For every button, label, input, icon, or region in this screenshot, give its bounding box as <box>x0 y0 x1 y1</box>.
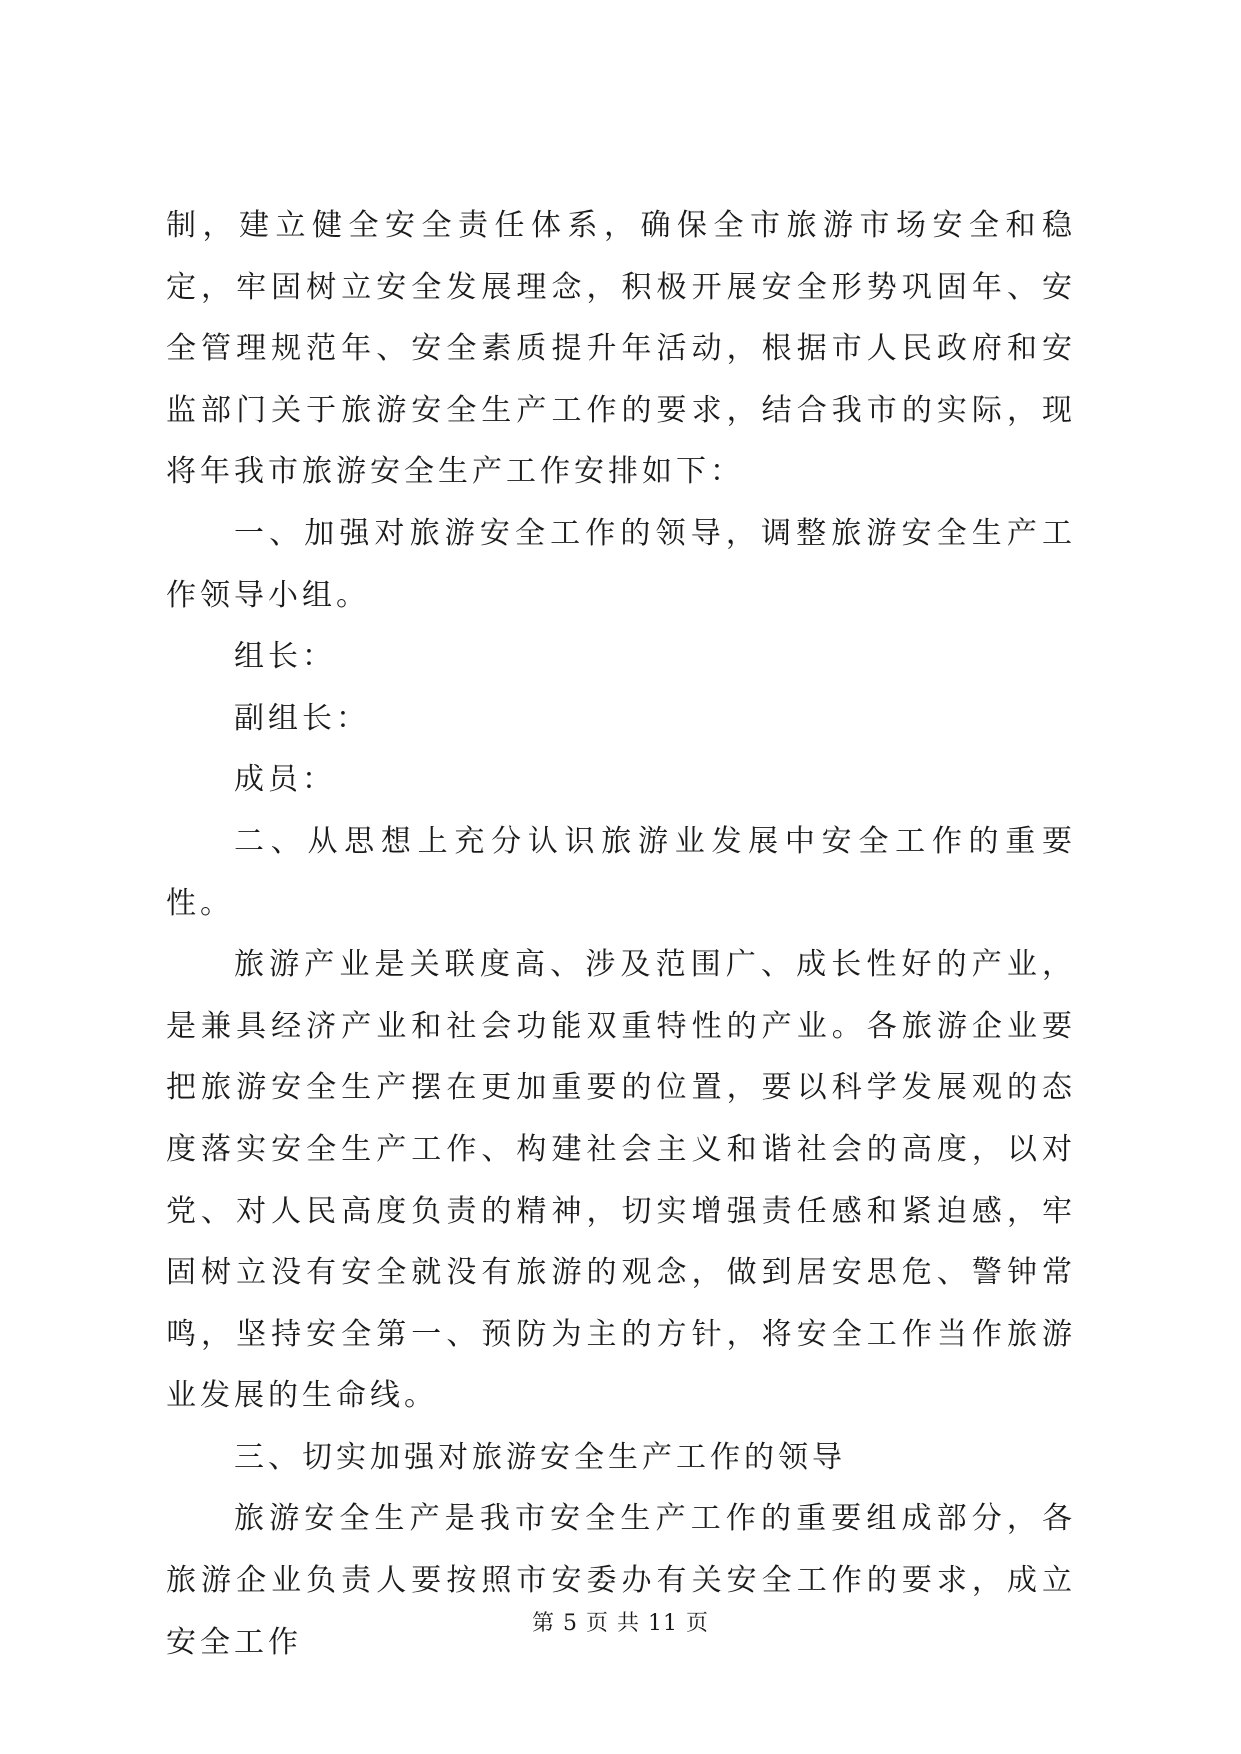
section-heading-1: 一、加强对旅游安全工作的领导，调整旅游安全生产工作领导小组。 <box>166 515 1076 613</box>
group-leader-line: 组长： <box>234 639 336 675</box>
deputy-leader-line: 副组长： <box>234 700 370 736</box>
paragraph-1: 制，建立健全安全责任体系，确保全市旅游市场安全和稳定，牢固树立安全发展理念，积极开展安全形势巩固年、安全管理规范年、安全素质提升年活动，根据市人民政府和安监部门关于旅游安全生产工作的要求，结合我市的实际，现将年我市旅游安全生产工作安排如下： <box>166 208 1076 490</box>
page-number-footer: 第 5 页 共 11 页 <box>532 1611 709 1636</box>
body-text <box>166 195 1076 1673</box>
paragraph-safety-production: 旅游安全生产是我市安全生产工作的重要组成部分，各旅游企业负责人要按照市安委办有关安全工作的要求，成立安全工作 <box>166 1501 1076 1660</box>
members-line: 成员： <box>234 762 336 798</box>
paragraph-tourism-industry: 旅游产业是关联度高、涉及范围广、成长性好的产业，是兼具经济产业和社会功能双重特性的产业。各旅游企业要把旅游安全生产摆在更加重要的位置，要以科学发展观的态度落实安全生产工作、构建社会主义和谐社会的高度，以对党、对人民高度负责的精神，切实增强责任感和紧迫感，牢固树立没有安全就没有旅游的观念，做到居安思危、警钟常鸣，坚持安全第一、预防为主的方针，将安全工作当作旅游业发展的生命线。 <box>166 947 1076 1414</box>
section-heading-3: 三、切实加强对旅游安全生产工作的领导 <box>234 1439 846 1475</box>
section-heading-2: 二、从思想上充分认识旅游业发展中安全工作的重要性。 <box>166 823 1076 921</box>
